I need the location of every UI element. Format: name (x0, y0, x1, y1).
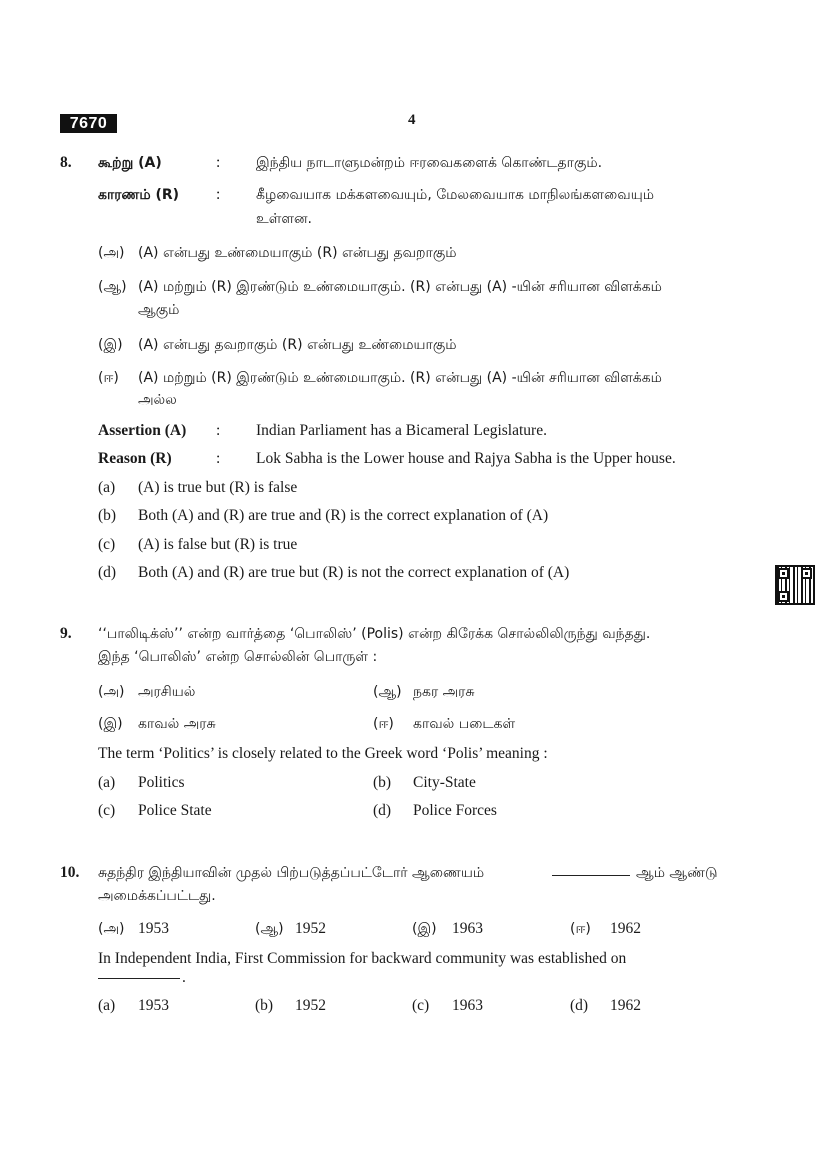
option-text: 1953 (138, 997, 169, 1014)
question-number: 9. (60, 625, 72, 642)
question-text-en: The term ‘Politics’ is closely related to the Greek word ‘Polis’ meaning : (98, 745, 548, 762)
assertion-text-en: Indian Parliament has a Bicameral Legislature. (256, 422, 547, 439)
option-mark: (d) (570, 997, 589, 1014)
colon: : (216, 450, 221, 467)
reason-text-ta: கீழவையாக மக்களவையும், மேலவையாக மாநிலங்களவையும் (256, 187, 654, 203)
option-mark: (ஈ) (98, 370, 119, 386)
reason-label-ta: காரணம் (R) (98, 187, 180, 203)
reason-text-ta: உள்ளன. (256, 211, 312, 227)
option-mark: (c) (98, 802, 116, 819)
question-number: 10. (60, 864, 80, 881)
colon: : (216, 154, 221, 171)
option-mark: (a) (98, 774, 116, 791)
option-mark: (இ) (98, 337, 123, 353)
option-mark: (b) (373, 774, 392, 791)
option-mark: (ஆ) (255, 921, 284, 937)
option-text: Both (A) and (R) are true and (R) is the correct explanation of (A) (138, 507, 549, 524)
option-text: 1962 (610, 920, 641, 937)
option-mark: (இ) (412, 921, 437, 937)
option-mark: (d) (98, 564, 117, 581)
option-text: (A) மற்றும் (R) இரண்டும் உண்மையாகும். (R) என்பது (A) -யின் சரியான விளக்கம் (138, 279, 662, 295)
option-text: 1952 (295, 920, 326, 937)
page-number: 4 (408, 112, 416, 128)
option-mark: (a) (98, 479, 116, 496)
question-text-en: . (182, 969, 186, 986)
option-mark: (இ) (98, 716, 123, 732)
question-text-ta: சுதந்திர இந்தியாவின் முதல் பிற்படுத்தப்பட்டோர் ஆணையம் (98, 865, 485, 881)
option-mark: (அ) (98, 245, 125, 261)
option-text: City-State (413, 774, 476, 791)
option-mark: (அ) (98, 921, 125, 937)
option-text: Politics (138, 774, 185, 791)
option-mark: (ஆ) (373, 684, 402, 700)
answer-blank (552, 863, 630, 881)
option-text: காவல் படைகள் (413, 716, 516, 732)
option-text: (A) மற்றும் (R) இரண்டும் உண்மையாகும். (R) என்பது (A) -யின் சரியான விளக்கம் (138, 370, 662, 386)
option-mark: (c) (98, 536, 116, 553)
reason-text-en: Lok Sabha is the Lower house and Rajya Sabha is the Upper house. (256, 450, 676, 467)
option-text: அல்ல (138, 392, 177, 408)
option-text: அரசியல் (138, 684, 196, 700)
question-number: 8. (60, 154, 72, 171)
paper-code: 7670 (60, 114, 117, 133)
question-text-ta: ‘‘பாலிடிக்ஸ்’’ என்ற வார்த்தை ‘பொலிஸ்’ (Polis) என்ற கிரேக்க சொல்லிலிருந்து வந்தது. (98, 626, 651, 642)
question-text-ta: அமைக்கப்பட்டது. (98, 888, 216, 904)
option-mark: (ஈ) (570, 921, 591, 937)
option-text: 1952 (295, 997, 326, 1014)
option-text: 1963 (452, 997, 483, 1014)
option-mark: (d) (373, 802, 392, 819)
option-text: (A) என்பது உண்மையாகும் (R) என்பது தவறாகும் (138, 245, 457, 261)
option-text: Police Forces (413, 802, 497, 819)
assertion-label-en: Assertion (A) (98, 422, 187, 439)
option-mark: (அ) (98, 684, 125, 700)
option-text: 1962 (610, 997, 641, 1014)
qr-code-icon (775, 565, 815, 605)
option-mark: (ஈ) (373, 716, 394, 732)
option-mark: (ஆ) (98, 279, 127, 295)
option-text: நகர அரசு (413, 684, 475, 700)
assertion-text-ta: இந்திய நாடாளுமன்றம் ஈரவைகளைக் கொண்டதாகும். (256, 155, 603, 171)
option-text: 1963 (452, 920, 483, 937)
question-text-ta: இந்த ‘பொலிஸ்’ என்ற சொல்லின் பொருள் : (98, 649, 378, 665)
question-text-ta: ஆம் ஆண்டு (636, 865, 718, 881)
option-text: (A) is false but (R) is true (138, 536, 298, 553)
option-text: காவல் அரசு (138, 716, 216, 732)
option-text: 1953 (138, 920, 169, 937)
question-text-en: In Independent India, First Commission for backward community was established on (98, 950, 627, 967)
option-mark: (b) (98, 507, 117, 524)
option-mark: (a) (98, 997, 116, 1014)
colon: : (216, 422, 221, 439)
option-text: Police State (138, 802, 212, 819)
option-mark: (b) (255, 997, 274, 1014)
colon: : (216, 186, 221, 203)
option-text: (A) என்பது தவறாகும் (R) என்பது உண்மையாகும் (138, 337, 457, 353)
option-text: (A) is true but (R) is false (138, 479, 298, 496)
option-mark: (c) (412, 997, 430, 1014)
assertion-label-ta: கூற்று (A) (98, 155, 162, 171)
option-text: ஆகும் (138, 302, 180, 318)
answer-blank (98, 966, 180, 984)
reason-label-en: Reason (R) (98, 450, 172, 467)
option-text: Both (A) and (R) are true but (R) is not the correct explanation of (A) (138, 564, 570, 581)
